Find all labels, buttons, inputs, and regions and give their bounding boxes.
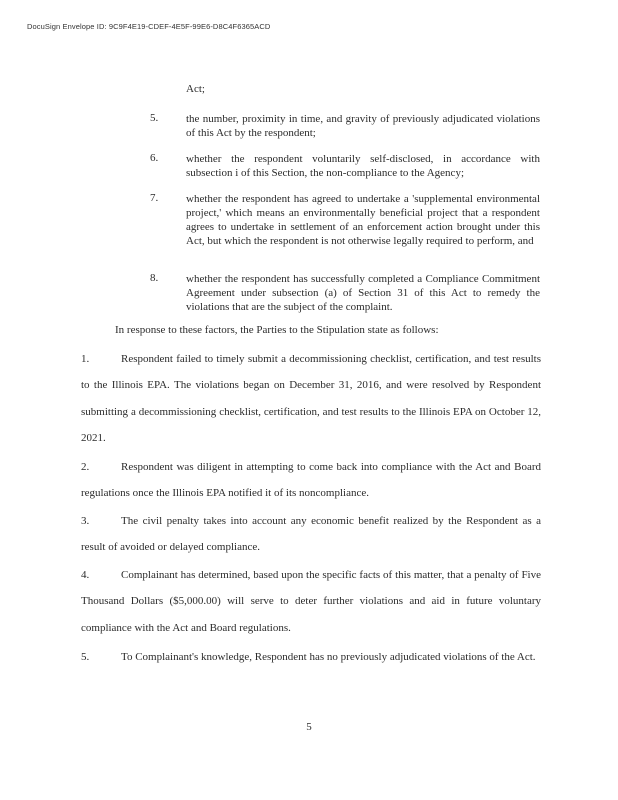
lead-in-text: In response to these factors, the Parties to the Stipulation state as follows: [115, 324, 439, 336]
response-text: Respondent was diligent in attempting to come back into compliance with the Act and Board regulations once the Illinois EPA notified it of its noncompliance. [81, 461, 541, 500]
factor-number: 5. [150, 112, 159, 124]
docusign-envelope-id: DocuSign Envelope ID: 9C9F4E19-CDEF-4E5F-99E6-D8C4F6365ACD [27, 22, 271, 31]
factor-text: whether the respondent has successfully completed a Compliance Commitment Agreement under subsection (a) of Section 31 of this Act to remedy the violations that are the subject of the complaint. [186, 273, 540, 313]
response-number: 4. [81, 569, 90, 581]
response-number: 1. [81, 353, 90, 365]
continuation-text: Act; [186, 83, 205, 95]
factor-text: the number, proximity in time, and gravity of previously adjudicated violations of this Act by the respondent; [186, 113, 540, 139]
response-text: The civil penalty takes into account any economic benefit realized by the Respondent as a result of avoided or delayed compliance. [81, 515, 541, 554]
factor-number: 6. [150, 152, 159, 164]
factor-text: whether the respondent has agreed to undertake a 'supplemental environmental project,' which means an environmentally beneficial project that a respondent agrees to undertake in settlement of an enforcement action brought under this Act, but which the respondent is not otherwise legally required to perform, and [186, 193, 540, 247]
response-text: To Complainant's knowledge, Respondent has no previously adjudicated violations of the Act. [121, 651, 536, 663]
factor-number: 8. [150, 272, 159, 284]
response-text: Complainant has determined, based upon the specific facts of this matter, that a penalty of Five Thousand Dollars ($5,000.00) will serve to deter further violations and aid in future voluntary compliance with the Act and Board regulations. [81, 569, 541, 634]
response-paragraph [81, 562, 541, 641]
response-number: 3. [81, 515, 90, 527]
response-number: 2. [81, 461, 90, 473]
response-paragraph [81, 644, 541, 670]
response-paragraph [81, 346, 541, 451]
response-paragraph [81, 508, 541, 561]
factor-text: whether the respondent voluntarily self-disclosed, in accordance with subsection i of this Section, the non-compliance to the Agency; [186, 153, 540, 179]
response-paragraph [81, 454, 541, 507]
factor-number: 7. [150, 192, 159, 204]
response-text: Respondent failed to timely submit a decommissioning checklist, certification, and test results to the Illinois EPA. The violations began on December 31, 2016, and were resolved by Respondent submitting a decommissioning checklist, certification, and test results to the Illinois EPA on October 12, 2021. [81, 353, 541, 444]
page-number: 5 [306, 721, 312, 733]
response-number: 5. [81, 651, 90, 663]
